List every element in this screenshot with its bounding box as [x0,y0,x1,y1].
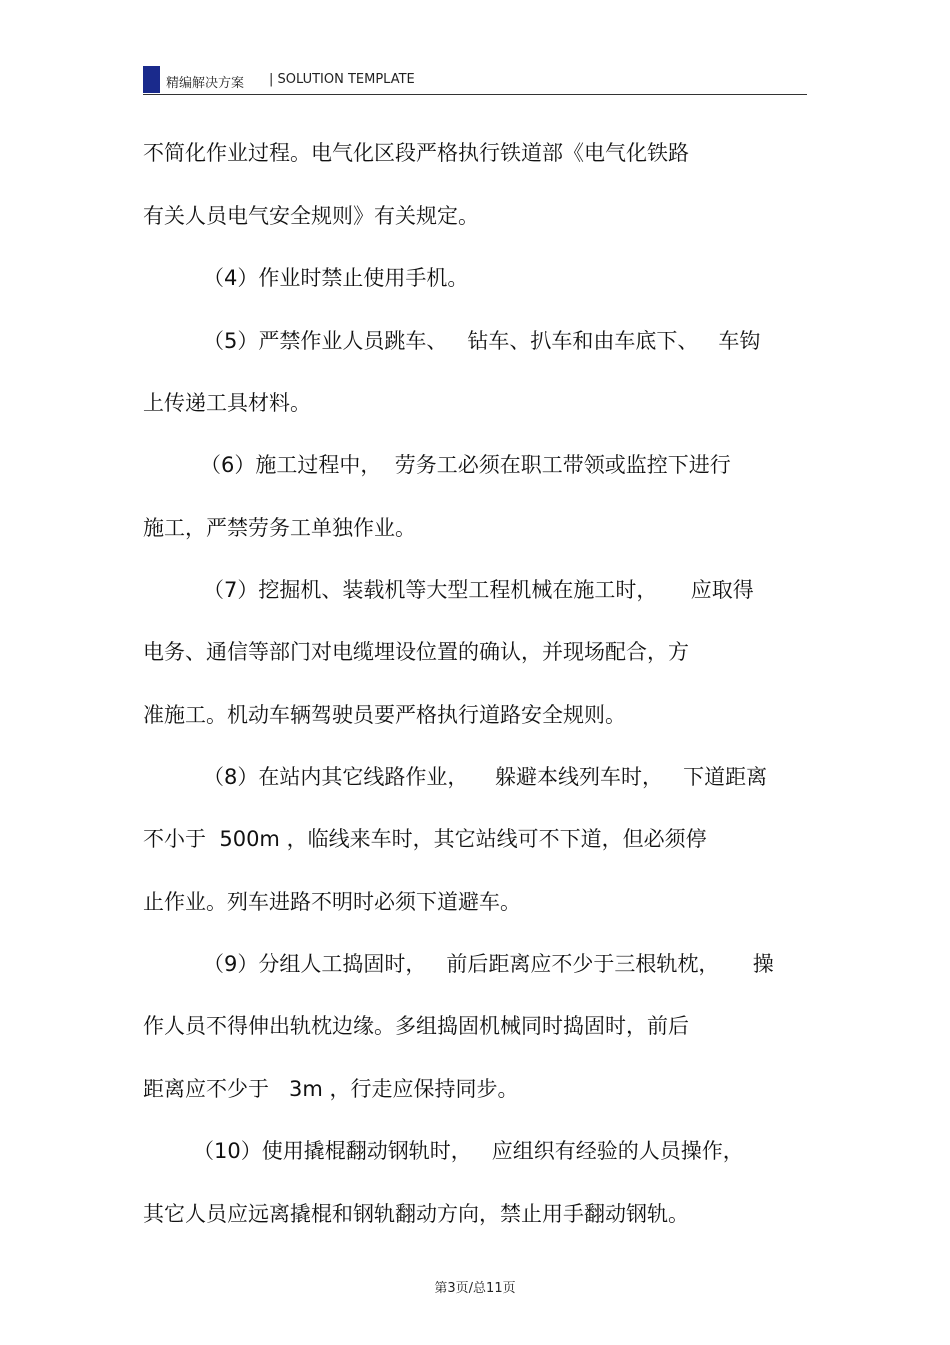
page-header [143,66,807,95]
body-line: （6）施工过程中， 劳务工必须在职工带领或监控下进行 [200,453,731,477]
body-line: 不小于 500m ，临线来车时，其它站线可不下道，但必须停 [143,827,707,851]
body-line: 不简化作业过程。电气化区段严格执行铁道部《电气化铁路 [143,141,689,165]
body-line: （5）严禁作业人员跳车、 钻车、扒车和由车底下、 车钩 [203,329,761,353]
body-line: 有关人员电气安全规则》有关规定。 [143,204,479,228]
page-number: 第3页/总11页 [434,1281,516,1296]
body-line: （8）在站内其它线路作业， 躲避本线列车时， 下道距离 [203,765,768,789]
body-line: 施工，严禁劳务工单独作业。 [143,516,416,540]
body-line: （9）分组人工捣固时， 前后距离应不少于三根轨枕， 操 [203,952,774,976]
body-line: （7）挖掘机、装载机等大型工程机械在施工时， 应取得 [203,578,754,602]
body-line: 距离应不少于 3m ，行走应保持同步。 [143,1077,519,1101]
body-line: 其它人员应远离撬棍和钢轨翻动方向，禁止用手翻动钢轨。 [143,1202,689,1226]
body-line: 上传递工具材料。 [143,391,311,415]
header-subtitle: | SOLUTION TEMPLATE [269,72,415,87]
body-line: 作人员不得伸出轨枕边缘。多组捣固机械同时捣固时，前后 [143,1014,689,1038]
body-line: （4）作业时禁止使用手机。 [203,266,469,290]
body-line: 准施工。机动车辆驾驶员要严格执行道路安全规则。 [143,703,626,727]
body-line: （10）使用撬棍翻动钢轨时， 应组织有经验的人员操作， [193,1139,744,1163]
body-line: 电务、通信等部门对电缆埋设位置的确认，并现场配合，方 [143,640,689,664]
header-title: 精编解决方案 [166,76,245,91]
body-line: 止作业。列车进路不明时必须下道避车。 [143,890,521,914]
logo-icon [143,66,160,93]
